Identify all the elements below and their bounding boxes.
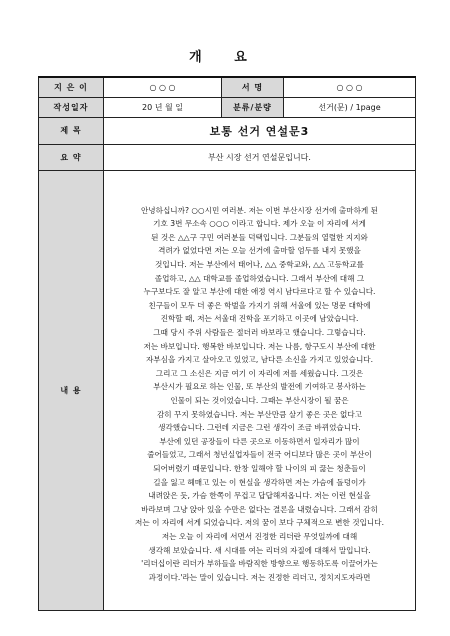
row-summary (39, 144, 416, 170)
content-line: 그리고 그 소신은 지금 여기 이 자리에 저를 세웠습니다. 그것은 (155, 368, 364, 378)
content-line: 길을 잃고 헤매고 있는 이 현실을 생각하면 저는 가슴에 돌덩이가 (153, 477, 366, 487)
row-date (39, 97, 416, 117)
content-line: 바라보며 그냥 앉아 있을 수만은 없다는 결론을 내렸습니다. 그래서 감히 (141, 504, 378, 514)
content-line: 자부심을 가지고 살아오고 있었고, 남다른 소신을 가지고 있었습니다. (145, 355, 374, 365)
row-content (39, 170, 416, 610)
summary-value: 부산 시장 선거 연설문입니다. (104, 144, 416, 170)
row-subject (39, 117, 416, 144)
content-line: 저는 오늘 이 자리에 서면서 진정한 리더란 무엇일까에 대해 (161, 531, 358, 541)
content-line: 졸업하고, △△ 대학교를 졸업하였습니다. 그래서 부산에 대해 그 (154, 273, 365, 283)
content-line: 그때 당시 주위 사람들은 절더러 바보라고 했습니다. 그렇습니다. (153, 328, 366, 338)
content-line: 내려앉은 듯, 가슴 한쪽이 무겁고 답답해져옵니다. 저는 이런 현실을 (148, 491, 371, 501)
date-value: 20 년 월 일 (104, 97, 222, 117)
document-title: 개 요 (189, 50, 261, 65)
content-line: 인물이 되는 것이었습니다. 그때는 부산시장이 될 꿈은 (170, 396, 349, 405)
content-line: 누구보다도 잘 알고 부산에 대한 애정 역시 남다르다고 할 수 있습니다. (143, 287, 376, 297)
signature-value: ○ ○ ○ (284, 77, 416, 97)
signature-label: 서 명 (222, 77, 284, 97)
content-label: 내 용 (39, 170, 104, 610)
category-label: 분류/분량 (222, 97, 284, 117)
subject-label: 제 목 (39, 117, 104, 144)
content-line: 격려가 없었다면 저는 오늘 선거에 출마할 엄두를 내지 못했을 (158, 246, 361, 256)
content-line: 부산에 있던 공장들이 다른 곳으로 이동하면서 일자리가 많이 (159, 436, 360, 446)
subject-value: 보통 선거 연설문3 (104, 117, 416, 144)
content-line: 줄어들었고, 그래서 청년실업자들이 전국 어디보다 많은 곳이 부산이 (147, 450, 372, 460)
content-line: 저는 이 자리에 서게 되었습니다. 저의 꿈이 보다 구체적으로 변한 것입니다. (134, 518, 385, 528)
row-author (39, 77, 416, 97)
content-line: '리더십이란 리더가 부하들을 바람직한 방향으로 행동하도록 이끌어가는 (141, 559, 378, 569)
content-line: 기호 3번 무소속 ○○○ 이라고 합니다. 제가 오늘 이 자리에 서게 (153, 219, 366, 229)
content-line: 생각해 보았습니다. 새 시대를 여는 리더의 자질에 대해서 말입니다. (148, 545, 371, 555)
content-line: 저는 바보입니다. 행복한 바보입니다. 저는 나름, 항구도시 부산에 대한 (143, 341, 376, 351)
overview-form-table (38, 76, 416, 611)
summary-label: 요 약 (39, 144, 104, 170)
content-line: 부산시가 필요로 하는 인물, 또 부산의 발전에 기여하고 봉사하는 (153, 382, 366, 392)
content-line: 진학할 때, 저는 서울대 진학을 포기하고 이곳에 남았습니다. (160, 314, 359, 324)
content-body (104, 170, 416, 610)
content-line: 친구들이 모두 더 좋은 학벌을 가지기 위해 서울에 있는 명문 대학에 (148, 300, 371, 310)
category-value: 선거(문) / 1page (284, 97, 416, 117)
content-line: 안녕하십니까? ○○시민 여러분. 저는 이번 부산시장 선거에 출마하게 된 (140, 205, 379, 215)
content-line: 되어버렸기 때문입니다. 한창 일해야 할 나이의 피 끓는 청춘들이 (153, 463, 366, 473)
author-value: ○ ○ ○ (104, 77, 222, 97)
content-line: 된 것은 △△구 구민 여러분들 덕택입니다. 그분들의 열렬한 지지와 (151, 232, 368, 242)
content-line: 것입니다. 저는 부산에서 태어나, △△ 중학교와, △△ 고등학교를 (155, 260, 364, 270)
date-label: 작성일자 (39, 97, 104, 117)
content-line: 감히 꾸지 못하였습니다. 저는 부산만큼 살기 좋은 곳은 없다고 (156, 409, 363, 419)
author-label: 지 은 이 (39, 77, 104, 97)
content-line: 생각했습니다. 그런데 지금은 그런 생각이 조금 바뀌었습니다. (158, 423, 361, 433)
content-line: 과정이다.'라는 말이 있습니다. 저는 진정한 리더고, 정치지도자라면 (148, 572, 371, 582)
content-text (104, 196, 415, 585)
